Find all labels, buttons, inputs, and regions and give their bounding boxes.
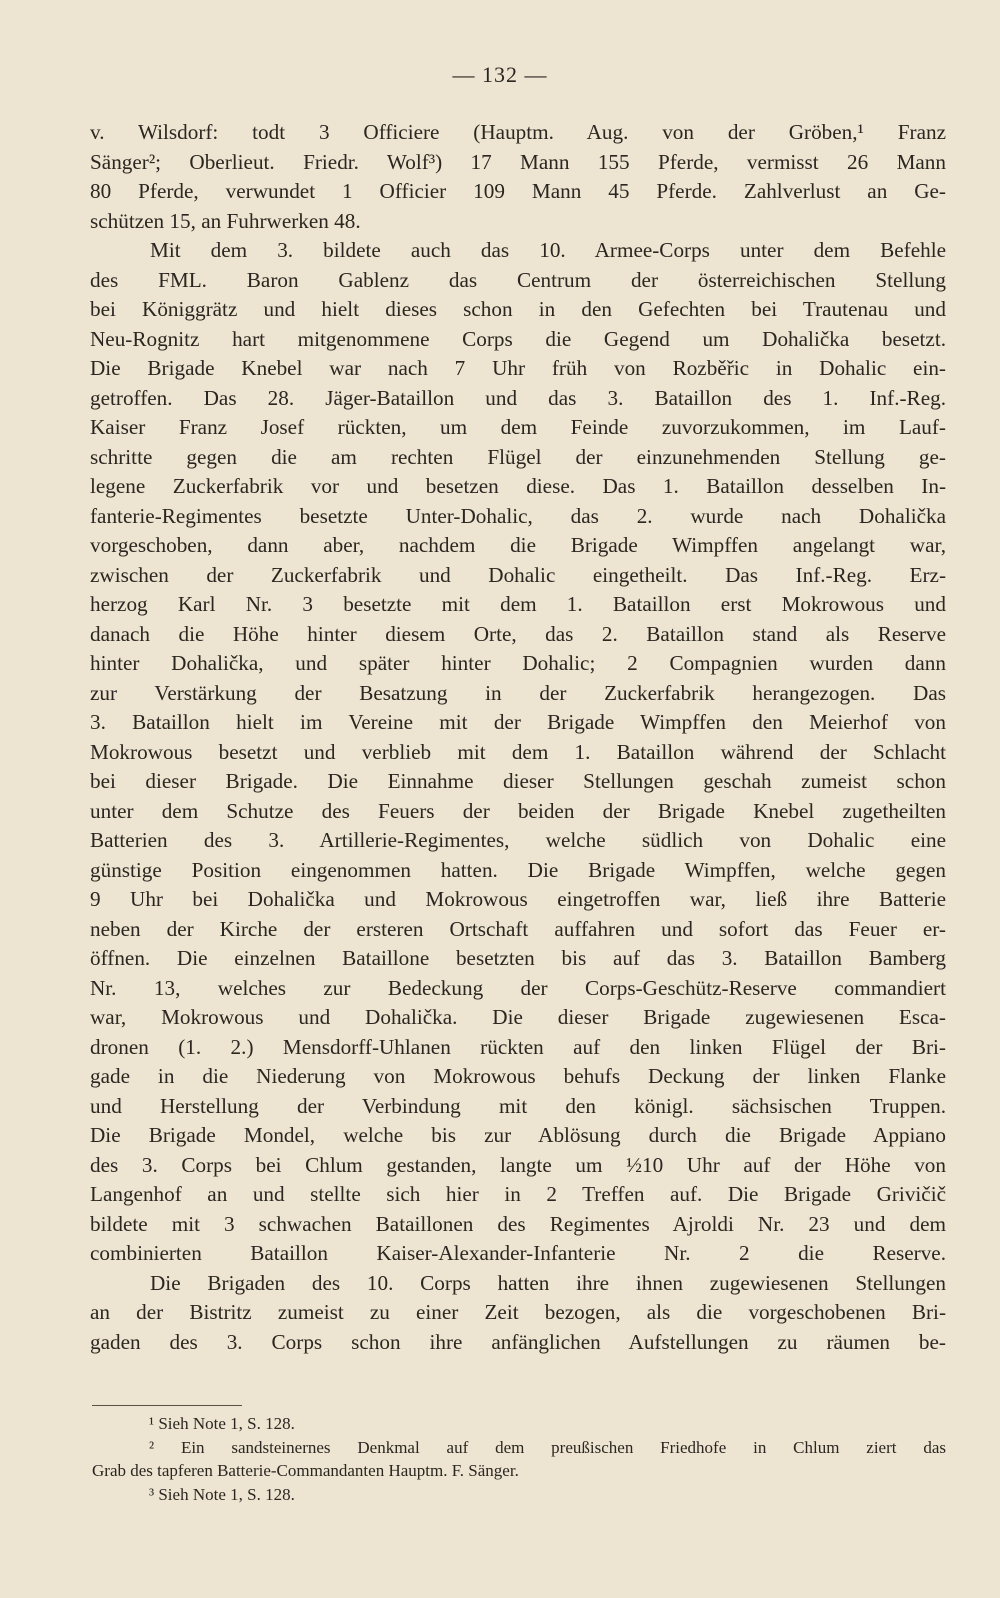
text-line: unter dem Schutze des Feuers der beiden der Brigade Knebel zugetheilten bbox=[90, 798, 946, 823]
text-line: Neu-Rognitz hart mitgenommene Corps die Gegend um Dohalička besetzt. bbox=[90, 326, 946, 351]
text-line: gaden des 3. Corps schon ihre anfänglichen Aufstellungen zu räumen be- bbox=[90, 1329, 946, 1354]
text-line: Die Brigade Knebel war nach 7 Uhr früh von Rozběřic in Dohalic ein- bbox=[90, 356, 946, 380]
footnote-line: ² Ein sandsteinernes Denkmal auf dem preußischen Friedhofe in Chlum ziert das bbox=[149, 1437, 946, 1457]
footnote-divider bbox=[92, 1405, 242, 1406]
text-line: hinter Dohalička, und später hinter Dohalic; 2 Compagnien wurden dann bbox=[90, 651, 946, 675]
text-line: fanterie-Regimentes besetzte Unter-Dohalic, das 2. wurde nach Dohalička bbox=[90, 503, 946, 528]
text-line: legene Zuckerfabrik vor und besetzen diese. Das 1. Bataillon desselben In- bbox=[90, 474, 946, 498]
text-line: Batterien des 3. Artillerie-Regimentes, welche südlich von Dohalic eine bbox=[90, 828, 946, 852]
text-line: Langenhof an und stellte sich hier in 2 Treffen auf. Die Brigade Grivičič bbox=[90, 1182, 946, 1206]
text-line: 9 Uhr bei Dohalička und Mokrowous eingetroffen war, ließ ihre Batterie bbox=[90, 887, 946, 911]
text-line: bildete mit 3 schwachen Bataillonen des Regimentes Ajroldi Nr. 23 und dem bbox=[90, 1211, 946, 1236]
text-line: Mit dem 3. bildete auch das 10. Armee-Corps unter dem Befehle bbox=[150, 238, 946, 262]
text-line: zwischen der Zuckerfabrik und Dohalic eingetheilt. Das Inf.-Reg. Erz- bbox=[90, 562, 946, 587]
text-line: öffnen. Die einzelnen Bataillone besetzten bis auf das 3. Bataillon Bamberg bbox=[90, 946, 946, 970]
text-line: und Herstellung der Verbindung mit den königl. sächsischen Truppen. bbox=[90, 1093, 946, 1118]
text-line: des 3. Corps bei Chlum gestanden, langte um ½10 Uhr auf der Höhe von bbox=[90, 1152, 946, 1177]
page-number: — 132 — bbox=[452, 62, 548, 87]
text-line: Mokrowous besetzt und verblieb mit dem 1. Bataillon während der Schlacht bbox=[90, 739, 946, 764]
footnote-line: Grab des tapferen Batterie-Commandanten Hauptm. F. Sänger. bbox=[92, 1461, 519, 1480]
text-line: combinierten Bataillon Kaiser-Alexander-Infanterie Nr. 2 die Reserve. bbox=[90, 1241, 946, 1265]
text-line: Nr. 13, welches zur Bedeckung der Corps-Geschütz-Reserve commandiert bbox=[90, 975, 946, 1000]
text-line: Die Brigade Mondel, welche bis zur Ablösung durch die Brigade Appiano bbox=[90, 1123, 946, 1147]
text-line: gade in die Niederung von Mokrowous behufs Deckung der linken Flanke bbox=[90, 1064, 946, 1088]
text-line: günstige Position eingenommen hatten. Die Brigade Wimpffen, welche gegen bbox=[90, 857, 946, 882]
footnote-line: ¹ Sieh Note 1, S. 128. bbox=[149, 1414, 295, 1433]
text-line: des FML. Baron Gablenz das Centrum der österreichischen Stellung bbox=[90, 267, 946, 292]
text-line: war, Mokrowous und Dohalička. Die dieser Brigade zugewiesenen Esca- bbox=[90, 1005, 946, 1029]
text-line: Kaiser Franz Josef rückten, um dem Feinde zuvorzukommen, im Lauf- bbox=[90, 415, 946, 439]
text-line: bei dieser Brigade. Die Einnahme dieser Stellungen geschah zumeist schon bbox=[90, 769, 946, 793]
text-line: schützen 15, an Fuhrwerken 48. bbox=[90, 208, 361, 233]
text-line: neben der Kirche der ersteren Ortschaft auffahren und sofort das Feuer er- bbox=[90, 916, 946, 941]
text-line: herzog Karl Nr. 3 besetzte mit dem 1. Bataillon erst Mokrowous und bbox=[90, 592, 946, 616]
text-line: 3. Bataillon hielt im Vereine mit der Brigade Wimpffen den Meierhof von bbox=[90, 710, 946, 734]
text-line: dronen (1. 2.) Mensdorff-Uhlanen rückten auf den linken Flügel der Bri- bbox=[90, 1034, 946, 1059]
text-line: v. Wilsdorf: todt 3 Officiere (Hauptm. Aug. von der Gröben,¹ Franz bbox=[90, 120, 946, 144]
footnote-line: ³ Sieh Note 1, S. 128. bbox=[149, 1484, 295, 1504]
text-line: getroffen. Das 28. Jäger-Bataillon und das 3. Bataillon des 1. Inf.-Reg. bbox=[90, 385, 946, 410]
text-line: an der Bistritz zumeist zu einer Zeit bezogen, als die vorgeschobenen Bri- bbox=[90, 1300, 946, 1324]
main-text bbox=[90, 118, 946, 1357]
text-line: Die Brigaden des 10. Corps hatten ihre ihnen zugewiesenen Stellungen bbox=[150, 1270, 946, 1295]
footnotes bbox=[92, 1412, 946, 1506]
text-line: bei Königgrätz und hielt dieses schon in den Gefechten bei Trautenau und bbox=[90, 297, 946, 321]
text-line: 80 Pferde, verwundet 1 Officier 109 Mann 45 Pferde. Zahlverlust an Ge- bbox=[90, 179, 946, 203]
text-line: vorgeschoben, dann aber, nachdem die Brigade Wimpffen angelangt war, bbox=[90, 533, 946, 557]
text-line: danach die Höhe hinter diesem Orte, das 2. Bataillon stand als Reserve bbox=[90, 621, 946, 646]
text-line: schritte gegen die am rechten Flügel der einzunehmenden Stellung ge- bbox=[90, 444, 946, 469]
text-line: Sänger²; Oberlieut. Friedr. Wolf³) 17 Mann 155 Pferde, vermisst 26 Mann bbox=[90, 149, 946, 174]
text-line: zur Verstärkung der Besatzung in der Zuckerfabrik herangezogen. Das bbox=[90, 680, 946, 705]
